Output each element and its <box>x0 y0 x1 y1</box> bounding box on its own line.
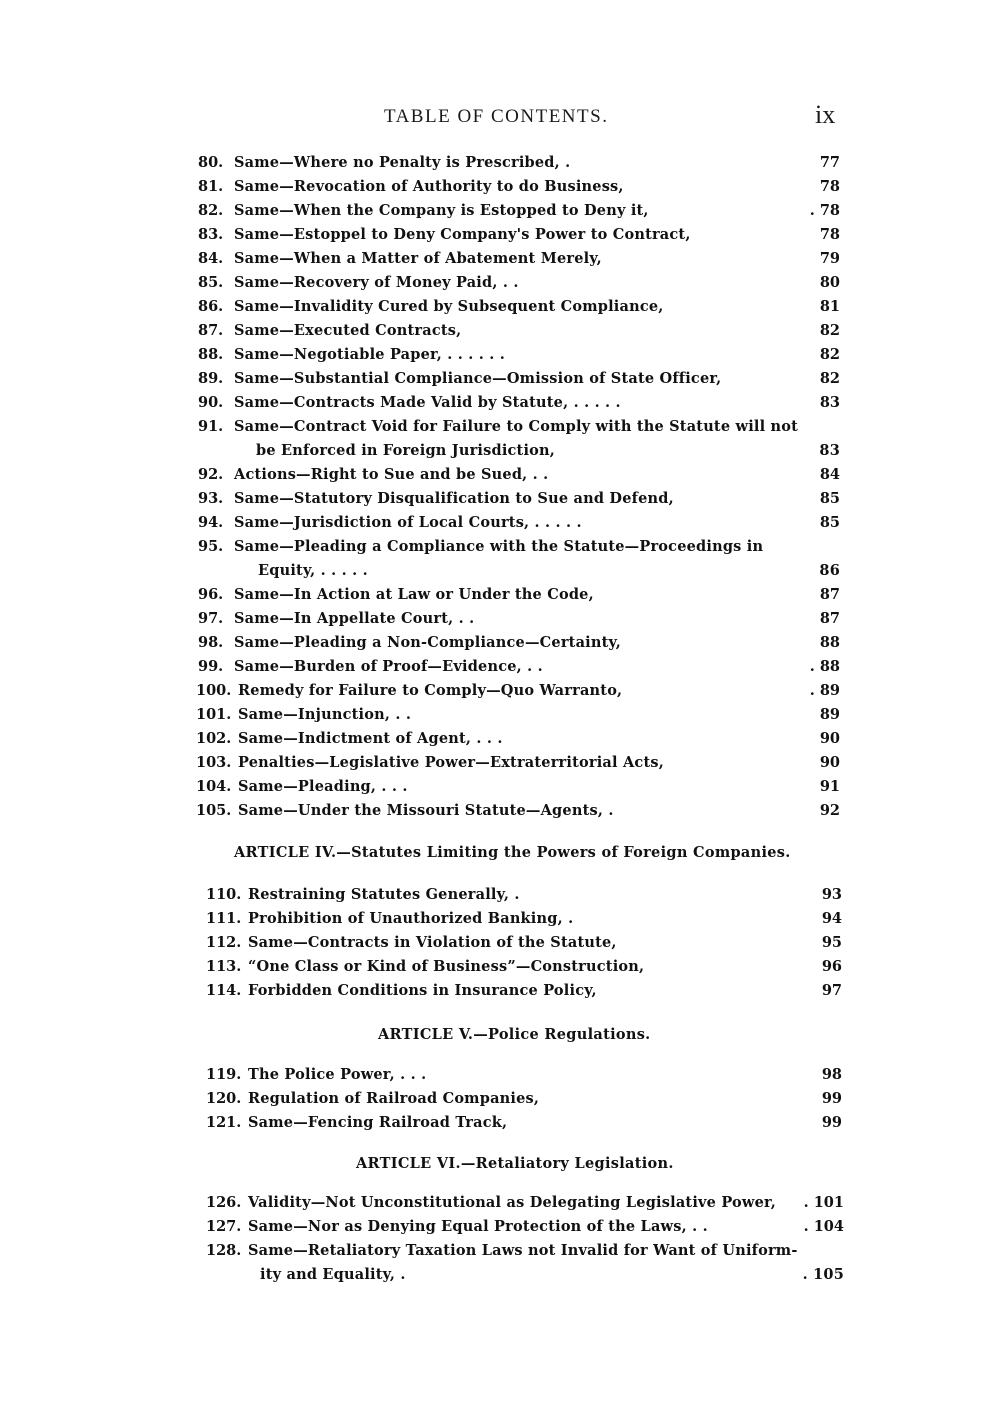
toc-entry <box>198 632 840 654</box>
entry-page: 83 <box>819 442 840 459</box>
entry-title: Same—Invalidity Cured by Subsequent Compliance, <box>234 298 664 315</box>
entry-number: 93. <box>198 490 224 507</box>
entry-page: . 104 <box>803 1218 844 1235</box>
entry-title: Same—Estoppel to Deny Company's Power to Contract, <box>234 226 691 243</box>
toc-entry <box>198 296 840 318</box>
entry-page: 97 <box>821 982 842 999</box>
entry-page: 88 <box>819 634 840 651</box>
entry-page: 85 <box>819 490 840 507</box>
entry-page: 82 <box>819 322 840 339</box>
toc-entry <box>196 752 840 774</box>
entry-number: 85. <box>198 274 224 291</box>
entry-page: 99 <box>821 1114 842 1131</box>
entry-title: Same—Negotiable Paper, . . . . . . <box>234 346 506 363</box>
entry-title: “One Class or Kind of Business”—Construction, <box>248 958 645 975</box>
toc-entry <box>196 776 840 798</box>
entry-number: 110. <box>206 886 242 903</box>
toc-entry <box>206 884 842 906</box>
entry-page: 78 <box>819 178 840 195</box>
article-heading: ARTICLE IV.—Statutes Limiting the Powers of Foreign Companies. <box>234 844 791 861</box>
entry-title: The Police Power, . . . <box>248 1066 427 1083</box>
entry-page: 98 <box>821 1066 842 1083</box>
entry-page: 93 <box>821 886 842 903</box>
toc-entry <box>198 656 840 678</box>
toc-entry <box>206 980 842 1002</box>
entry-title: Same—Revocation of Authority to do Business, <box>234 178 624 195</box>
entry-number: 89. <box>198 370 224 387</box>
entry-page: 80 <box>819 274 840 291</box>
entry-page: 87 <box>819 610 840 627</box>
entry-number: 126. <box>206 1194 242 1211</box>
toc-entry <box>206 908 842 930</box>
entry-title: Remedy for Failure to Comply—Quo Warranto, <box>238 682 623 699</box>
entry-page: . 88 <box>809 658 840 675</box>
toc-entry <box>198 536 840 558</box>
entry-title: Same—In Appellate Court, . . <box>234 610 475 627</box>
entry-title: Regulation of Railroad Companies, <box>248 1090 540 1107</box>
entry-number: 99. <box>198 658 224 675</box>
entry-number: 86. <box>198 298 224 315</box>
toc-entry <box>198 224 840 246</box>
continuation-text: Equity, . . . . . <box>258 562 368 579</box>
entry-title: Same—Indictment of Agent, . . . <box>238 730 503 747</box>
entry-title: Same—Contracts Made Valid by Statute, . . . . . <box>234 394 621 411</box>
entry-number: 87. <box>198 322 224 339</box>
entry-number: 81. <box>198 178 224 195</box>
entry-number: 88. <box>198 346 224 363</box>
entry-title: Same—Statutory Disqualification to Sue and Defend, <box>234 490 674 507</box>
entry-title: Penalties—Legislative Power—Extraterritorial Acts, <box>238 754 664 771</box>
entry-title: Same—Where no Penalty is Prescribed, . <box>234 154 571 171</box>
entry-page: . 101 <box>803 1194 844 1211</box>
entry-number: 92. <box>198 466 224 483</box>
entry-page: 94 <box>821 910 842 927</box>
entry-title: Same—When a Matter of Abatement Merely, <box>234 250 602 267</box>
entry-number: 100. <box>196 682 232 699</box>
toc-entry <box>198 584 840 606</box>
entry-number: 82. <box>198 202 224 219</box>
continuation-text: be Enforced in Foreign Jurisdiction, <box>256 442 556 459</box>
entry-number: 127. <box>206 1218 242 1235</box>
entry-title: Prohibition of Unauthorized Banking, . <box>248 910 574 927</box>
toc-entry <box>198 344 840 366</box>
entry-number: 128. <box>206 1242 242 1259</box>
entry-page: 95 <box>821 934 842 951</box>
toc-entry <box>198 392 840 414</box>
page-title: TABLE OF CONTENTS. <box>384 106 609 127</box>
entry-number: 97. <box>198 610 224 627</box>
entry-title: Same—Contracts in Violation of the Statute, <box>248 934 617 951</box>
entry-page: 85 <box>819 514 840 531</box>
entry-number: 113. <box>206 958 242 975</box>
entry-title: Same—Substantial Compliance—Omission of State Officer, <box>234 370 722 387</box>
toc-entry <box>198 320 840 342</box>
entry-number: 101. <box>196 706 232 723</box>
toc-entry <box>196 800 840 822</box>
entry-title: Same—Injunction, . . <box>238 706 412 723</box>
entry-number: 119. <box>206 1066 242 1083</box>
entry-title: Same—Nor as Denying Equal Protection of the Laws, . . <box>248 1218 708 1235</box>
entry-title: Same—Burden of Proof—Evidence, . . <box>234 658 543 675</box>
entry-title: Same—In Action at Law or Under the Code, <box>234 586 594 603</box>
entry-page: 91 <box>819 778 840 795</box>
toc-entry <box>206 1192 844 1214</box>
entry-page: 86 <box>819 562 840 579</box>
toc-entry <box>206 1112 842 1134</box>
toc-entry <box>198 368 840 390</box>
entry-page: 90 <box>819 730 840 747</box>
entry-number: 90. <box>198 394 224 411</box>
toc-entry <box>198 512 840 534</box>
toc-entry <box>198 152 840 174</box>
entry-page: 89 <box>819 706 840 723</box>
entry-page: 77 <box>819 154 840 171</box>
entry-page: 78 <box>819 226 840 243</box>
toc-entry <box>196 728 840 750</box>
toc-entry <box>198 272 840 294</box>
toc-entry <box>206 1088 842 1110</box>
entry-page: 90 <box>819 754 840 771</box>
toc-entry-continuation <box>260 1264 844 1286</box>
toc-entry <box>198 608 840 630</box>
entry-title: Validity—Not Unconstitutional as Delegating Legislative Power, <box>248 1194 777 1211</box>
toc-entry-continuation <box>258 560 840 582</box>
continuation-text: ity and Equality, . <box>260 1266 406 1283</box>
entry-number: 96. <box>198 586 224 603</box>
entry-number: 80. <box>198 154 224 171</box>
entry-number: 94. <box>198 514 224 531</box>
entry-title: Same—When the Company is Estopped to Deny it, <box>234 202 649 219</box>
toc-entry <box>206 1240 844 1262</box>
toc-entry <box>198 464 840 486</box>
entry-number: 102. <box>196 730 232 747</box>
toc-entry <box>196 680 840 702</box>
entry-page: 82 <box>819 370 840 387</box>
article-heading: ARTICLE VI.—Retaliatory Legislation. <box>356 1155 674 1172</box>
entry-page: . 105 <box>802 1266 844 1283</box>
entry-number: 98. <box>198 634 224 651</box>
toc-entry <box>206 1064 842 1086</box>
entry-title: Same—Executed Contracts, <box>234 322 462 339</box>
toc-entry <box>198 488 840 510</box>
entry-number: 114. <box>206 982 242 999</box>
toc-entry <box>198 248 840 270</box>
toc-entry <box>196 704 840 726</box>
entry-number: 112. <box>206 934 242 951</box>
entry-page: 99 <box>821 1090 842 1107</box>
entry-page: 79 <box>819 250 840 267</box>
entry-title: Same—Contract Void for Failure to Comply with the Statute will not <box>234 418 799 435</box>
entry-title: Forbidden Conditions in Insurance Policy, <box>248 982 597 999</box>
entry-page: . 89 <box>809 682 840 699</box>
entry-title: Actions—Right to Sue and be Sued, . . <box>234 466 549 483</box>
toc-entry <box>206 956 842 978</box>
entry-number: 83. <box>198 226 224 243</box>
entry-number: 105. <box>196 802 232 819</box>
entry-page: . 78 <box>809 202 840 219</box>
entry-number: 103. <box>196 754 232 771</box>
entry-title: Same—Recovery of Money Paid, . . <box>234 274 519 291</box>
toc-entry-continuation <box>256 440 840 462</box>
page-header <box>0 100 1000 140</box>
entry-title: Same—Pleading a Non-Compliance—Certainty, <box>234 634 622 651</box>
entry-title: Same—Jurisdiction of Local Courts, . . . . . <box>234 514 582 531</box>
entry-title: Same—Pleading, . . . <box>238 778 408 795</box>
entry-number: 104. <box>196 778 232 795</box>
toc-entry <box>198 200 840 222</box>
entry-page: 87 <box>819 586 840 603</box>
entry-page: 83 <box>819 394 840 411</box>
entry-page: 82 <box>819 346 840 363</box>
toc-entry <box>198 176 840 198</box>
entry-title: Same—Retaliatory Taxation Laws not Invalid for Want of Uniform- <box>248 1242 798 1259</box>
entry-title: Restraining Statutes Generally, . <box>248 886 520 903</box>
entry-number: 84. <box>198 250 224 267</box>
entry-title: Same—Fencing Railroad Track, <box>248 1114 508 1131</box>
entry-number: 111. <box>206 910 242 927</box>
toc-entry <box>206 932 842 954</box>
entry-page: 81 <box>819 298 840 315</box>
entry-page: 84 <box>819 466 840 483</box>
entry-number: 95. <box>198 538 224 555</box>
entry-page: 92 <box>819 802 840 819</box>
entry-number: 120. <box>206 1090 242 1107</box>
entry-title: Same—Pleading a Compliance with the Statute—Proceedings in <box>234 538 764 555</box>
toc-entry <box>198 416 840 438</box>
article-heading: ARTICLE V.—Police Regulations. <box>378 1026 651 1043</box>
page-number: ix <box>815 100 836 129</box>
entry-title: Same—Under the Missouri Statute—Agents, . <box>238 802 614 819</box>
entry-number: 91. <box>198 418 224 435</box>
toc-entry <box>206 1216 844 1238</box>
entry-page: 96 <box>821 958 842 975</box>
entry-number: 121. <box>206 1114 242 1131</box>
